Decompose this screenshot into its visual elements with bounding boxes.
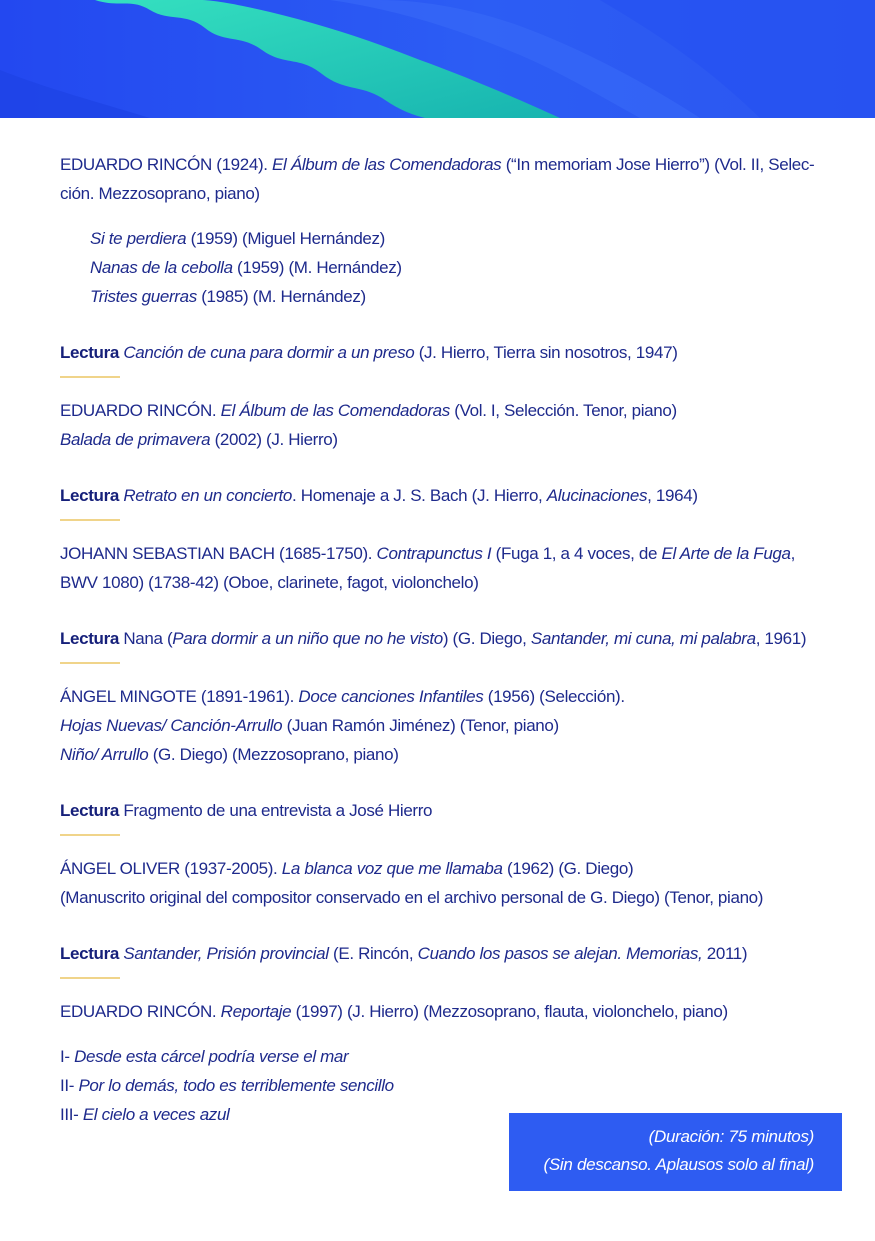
reading-1 [60, 338, 820, 378]
reading-label: Lectura [60, 944, 119, 963]
composer-name: ÁNGEL MINGOTE (1891-1961). [60, 687, 299, 706]
reading-label: Lectura [60, 486, 119, 505]
program-entry-rincon-comendadoras-vol2 [60, 150, 820, 208]
program-entry-rincon-reportaje [60, 997, 820, 1026]
work-title: Doce canciones Infantiles [298, 687, 484, 706]
song-title: Si te perdiera [90, 229, 187, 248]
song-item [90, 253, 820, 282]
reading-prefix: Nana ( [118, 629, 173, 648]
movement-title: Por lo demás, todo es terriblemente sencillo [78, 1076, 394, 1095]
song-list [90, 224, 820, 311]
composer-name: EDUARDO RINCÓN. [60, 1002, 221, 1021]
song-title: Nanas de la cebolla [90, 258, 233, 277]
reading-title: Retrato en un concierto [123, 486, 293, 505]
song-info: (2002) (J. Hierro) [210, 430, 338, 449]
reading-book: Santander, mi cuna, mi palabra [530, 629, 756, 648]
work-title: El Álbum de las Comendadoras [272, 155, 502, 174]
composer-name: EDUARDO RINCÓN. [60, 401, 221, 420]
song-info: (1959) (Miguel Hernández) [186, 229, 385, 248]
work-title: La blanca voz que me llamaba [281, 859, 503, 878]
reading-3 [60, 624, 820, 664]
reading-label: Lectura [60, 629, 119, 648]
reading-book: Cuando los pasos se alejan. Memorias, [417, 944, 703, 963]
work-title: Reportaje [220, 1002, 292, 1021]
reading-title: Santander, Prisión provincial [123, 944, 329, 963]
reading-5 [60, 939, 820, 979]
program-entry-mingote [60, 682, 820, 769]
movement-item [60, 1071, 820, 1100]
reading-title: Canción de cuna para dormir a un preso [123, 343, 415, 362]
punctuation: , [790, 544, 796, 563]
work-details: (1997) (J. Hierro) (Mezzosoprano, flauta, violonchelo, piano) [291, 1002, 728, 1021]
abstract-wave-image [0, 0, 875, 118]
duration-text: (Duración: 75 minutos) [648, 1127, 814, 1146]
reading-label: Lectura [60, 343, 119, 362]
song-title: Balada de primavera [60, 430, 211, 449]
song-item [90, 282, 820, 311]
movement-title: El cielo a veces azul [82, 1105, 230, 1124]
composer-name: JOHANN SEBASTIAN BACH (1685-1750). [60, 544, 377, 563]
reading-source: . Homenaje a J. S. Bach (J. Hierro, [292, 486, 547, 505]
reading-source: (E. Rincón, [328, 944, 418, 963]
composer-name: EDUARDO RINCÓN (1924). [60, 155, 273, 174]
song-info: (Juan Ramón Jiménez) (Tenor, piano) [282, 716, 559, 735]
work-details-continued: ción. Mezzosoprano, piano) [60, 184, 260, 203]
work-details-continued: (Manuscrito original del compositor conservado en el archivo personal de G. Diego) (Tenor, piano) [60, 888, 764, 907]
work-title: Contrapunctus I [376, 544, 492, 563]
header-banner [0, 0, 875, 118]
reading-title: Para dormir a un niño que no he visto [172, 629, 443, 648]
work-collection: El Arte de la Fuga [661, 544, 791, 563]
reading-2 [60, 481, 820, 521]
movement-item [60, 1042, 820, 1071]
work-details: (Vol. I, Selección. Tenor, piano) [449, 401, 677, 420]
work-details-continued: BWV 1080) (1738-42) (Oboe, clarinete, fagot, violonchelo) [60, 573, 479, 592]
reading-book: Alucinaciones [546, 486, 648, 505]
reading-source: (J. Hierro, Tierra sin nosotros, 1947) [414, 343, 678, 362]
program-list [60, 150, 820, 1129]
intermission-note: (Sin descanso. Aplausos solo al final) [543, 1155, 814, 1174]
work-details: (1956) (Selección). [483, 687, 625, 706]
song-title: Hojas Nuevas/ Canción-Arrullo [60, 716, 283, 735]
program-entry-bach [60, 539, 820, 597]
movement-number: II- [60, 1076, 79, 1095]
song-title: Tristes guerras [90, 287, 197, 306]
song-title: Niño/ Arrullo [60, 745, 149, 764]
work-title: El Álbum de las Comendadoras [220, 401, 450, 420]
composer-name: ÁNGEL OLIVER (1937-2005). [60, 859, 282, 878]
movement-number: I- [60, 1047, 75, 1066]
song-info: (1959) (M. Hernández) [232, 258, 402, 277]
reading-source: ) (G. Diego, [442, 629, 531, 648]
work-details: (“In memoriam Jose Hierro”) (Vol. II, Selec- [501, 155, 815, 174]
work-details: (Fuga 1, a 4 voces, de [491, 544, 662, 563]
reading-title: Fragmento de una entrevista a José Hierro [118, 801, 433, 820]
reading-label: Lectura [60, 801, 119, 820]
reading-year: , 1961) [755, 629, 807, 648]
reading-4 [60, 796, 820, 836]
movement-number: III- [60, 1105, 83, 1124]
song-item [90, 224, 820, 253]
duration-box [509, 1113, 842, 1191]
program-entry-rincon-comendadoras-vol1 [60, 396, 820, 454]
song-info: (1985) (M. Hernández) [196, 287, 366, 306]
reading-year: 2011) [702, 944, 748, 963]
program-entry-oliver [60, 854, 820, 912]
reading-year: , 1964) [647, 486, 698, 505]
movement-title: Desde esta cárcel podría verse el mar [74, 1047, 349, 1066]
work-details: (1962) (G. Diego) [502, 859, 634, 878]
song-info: (G. Diego) (Mezzosoprano, piano) [148, 745, 399, 764]
